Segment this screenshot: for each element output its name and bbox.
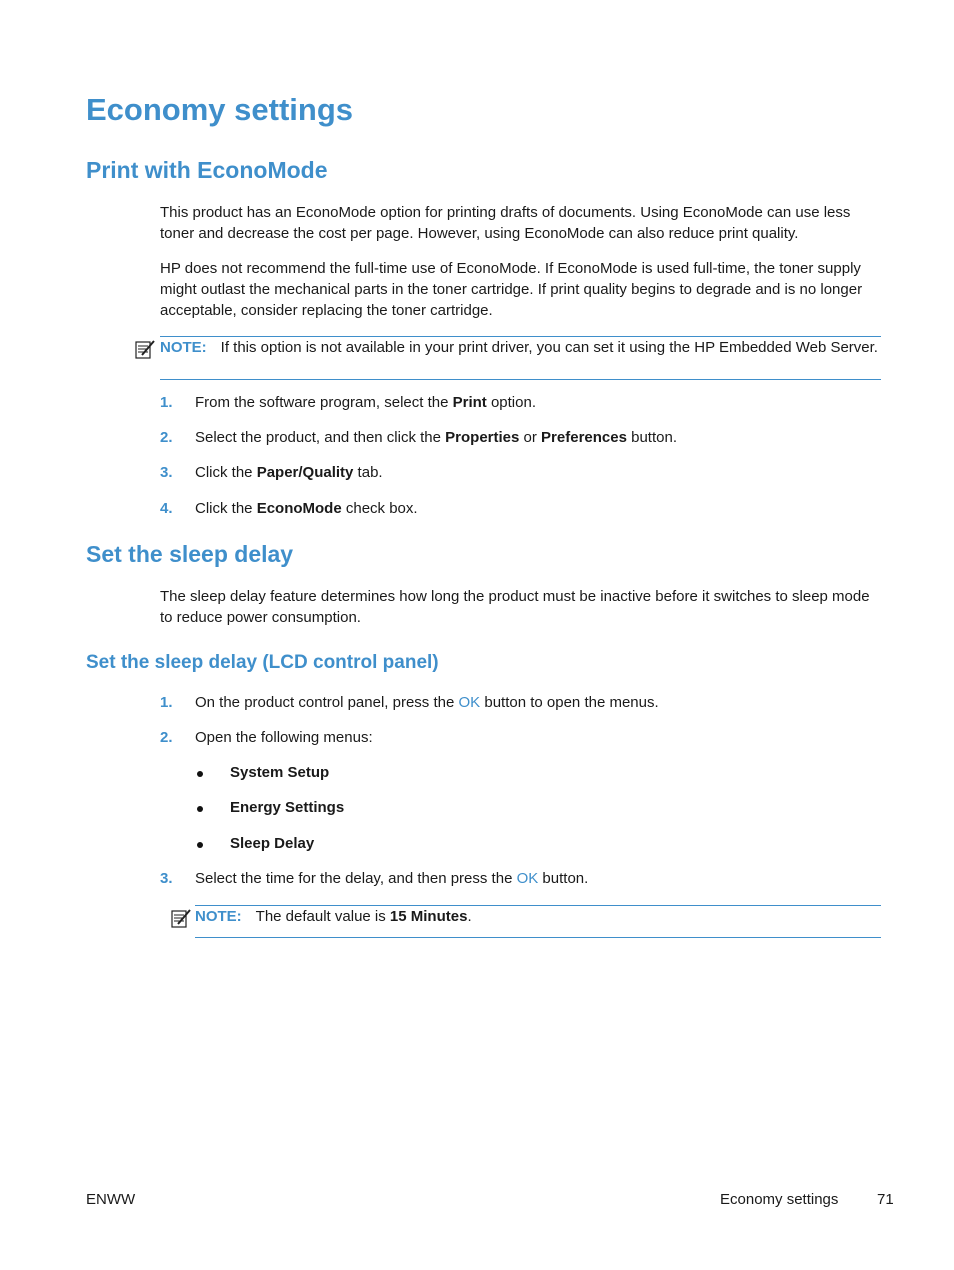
page-number: 71: [877, 1191, 894, 1208]
note-box-sleep: [195, 905, 881, 938]
step-text: From the software program, select the Print option.: [195, 394, 536, 411]
subheading-sleep-lcd: Set the sleep delay (LCD control panel): [86, 652, 439, 673]
footer-left: ENWW: [86, 1191, 136, 1208]
page-title: Economy settings: [86, 92, 353, 127]
note-icon: [134, 338, 156, 365]
note-box-econo: [160, 336, 881, 380]
step-number: 2.: [160, 429, 173, 446]
step-text: On the product control panel, press the OK button to open the menus.: [195, 694, 659, 711]
bullet: [197, 842, 203, 848]
ok-button-label: OK: [516, 870, 539, 887]
menu-item-system-setup: [195, 762, 495, 783]
note-label: NOTE:: [160, 339, 207, 356]
note-content: [195, 906, 881, 927]
step-number: 3.: [160, 870, 173, 887]
step-text: Open the following menus:: [195, 729, 373, 746]
bullet: [197, 806, 203, 812]
bullet: [197, 771, 203, 777]
note-text: The default value is: [255, 908, 390, 925]
note-label: NOTE:: [195, 908, 242, 925]
menu-item-sleep-delay: [195, 833, 495, 854]
step-text: Select the time for the delay, and then press the OK button.: [195, 870, 589, 887]
footer-section: Economy settings: [720, 1191, 839, 1208]
step-number: 4.: [160, 500, 173, 517]
step-number: 1.: [160, 394, 173, 411]
default-value: 15 Minutes: [389, 908, 468, 925]
menu-label: System Setup: [230, 764, 330, 781]
section-heading-sleep: Set the sleep delay: [86, 541, 294, 567]
menu-label: Sleep Delay: [230, 835, 315, 852]
econo-warning-paragraph: HP does not recommend the full-time use of EconoMode. If EconoMode is used full-time, the toner supply might outlast the mechanical parts in the toner cartridge. If print quality begins to degrade and is no longer acceptable, consider replacing the toner cartridge.: [160, 260, 863, 319]
sleep-intro-paragraph: The sleep delay feature determines how long the product must be inactive before it switches to sleep mode to reduce power consumption.: [160, 588, 870, 626]
step-text: Click the EconoMode check box.: [195, 500, 418, 517]
section-heading-econo: Print with EconoMode: [86, 157, 328, 183]
menu-label: Energy Settings: [230, 799, 345, 816]
step-number: 3.: [160, 464, 173, 481]
note-text: If this option is not available in your print driver, you can set it using the HP Embedded Web Server.: [220, 339, 878, 356]
step-text: Select the product, and then click the Properties or Preferences button.: [195, 429, 677, 446]
note-end: .: [467, 908, 472, 925]
step-number: 1.: [160, 694, 173, 711]
econo-intro-paragraph: This product has an EconoMode option for printing drafts of documents. Using EconoMode can use less toner and decrease the cost per page. However, using EconoMode can also reduce print quality.: [160, 204, 851, 242]
menu-item-energy-settings: [195, 797, 495, 818]
step-number: 2.: [160, 729, 173, 746]
ok-button-label: OK: [458, 694, 481, 711]
note-icon: [170, 907, 192, 934]
note-content: [160, 337, 881, 358]
step-text: Click the Paper/Quality tab.: [195, 464, 383, 481]
